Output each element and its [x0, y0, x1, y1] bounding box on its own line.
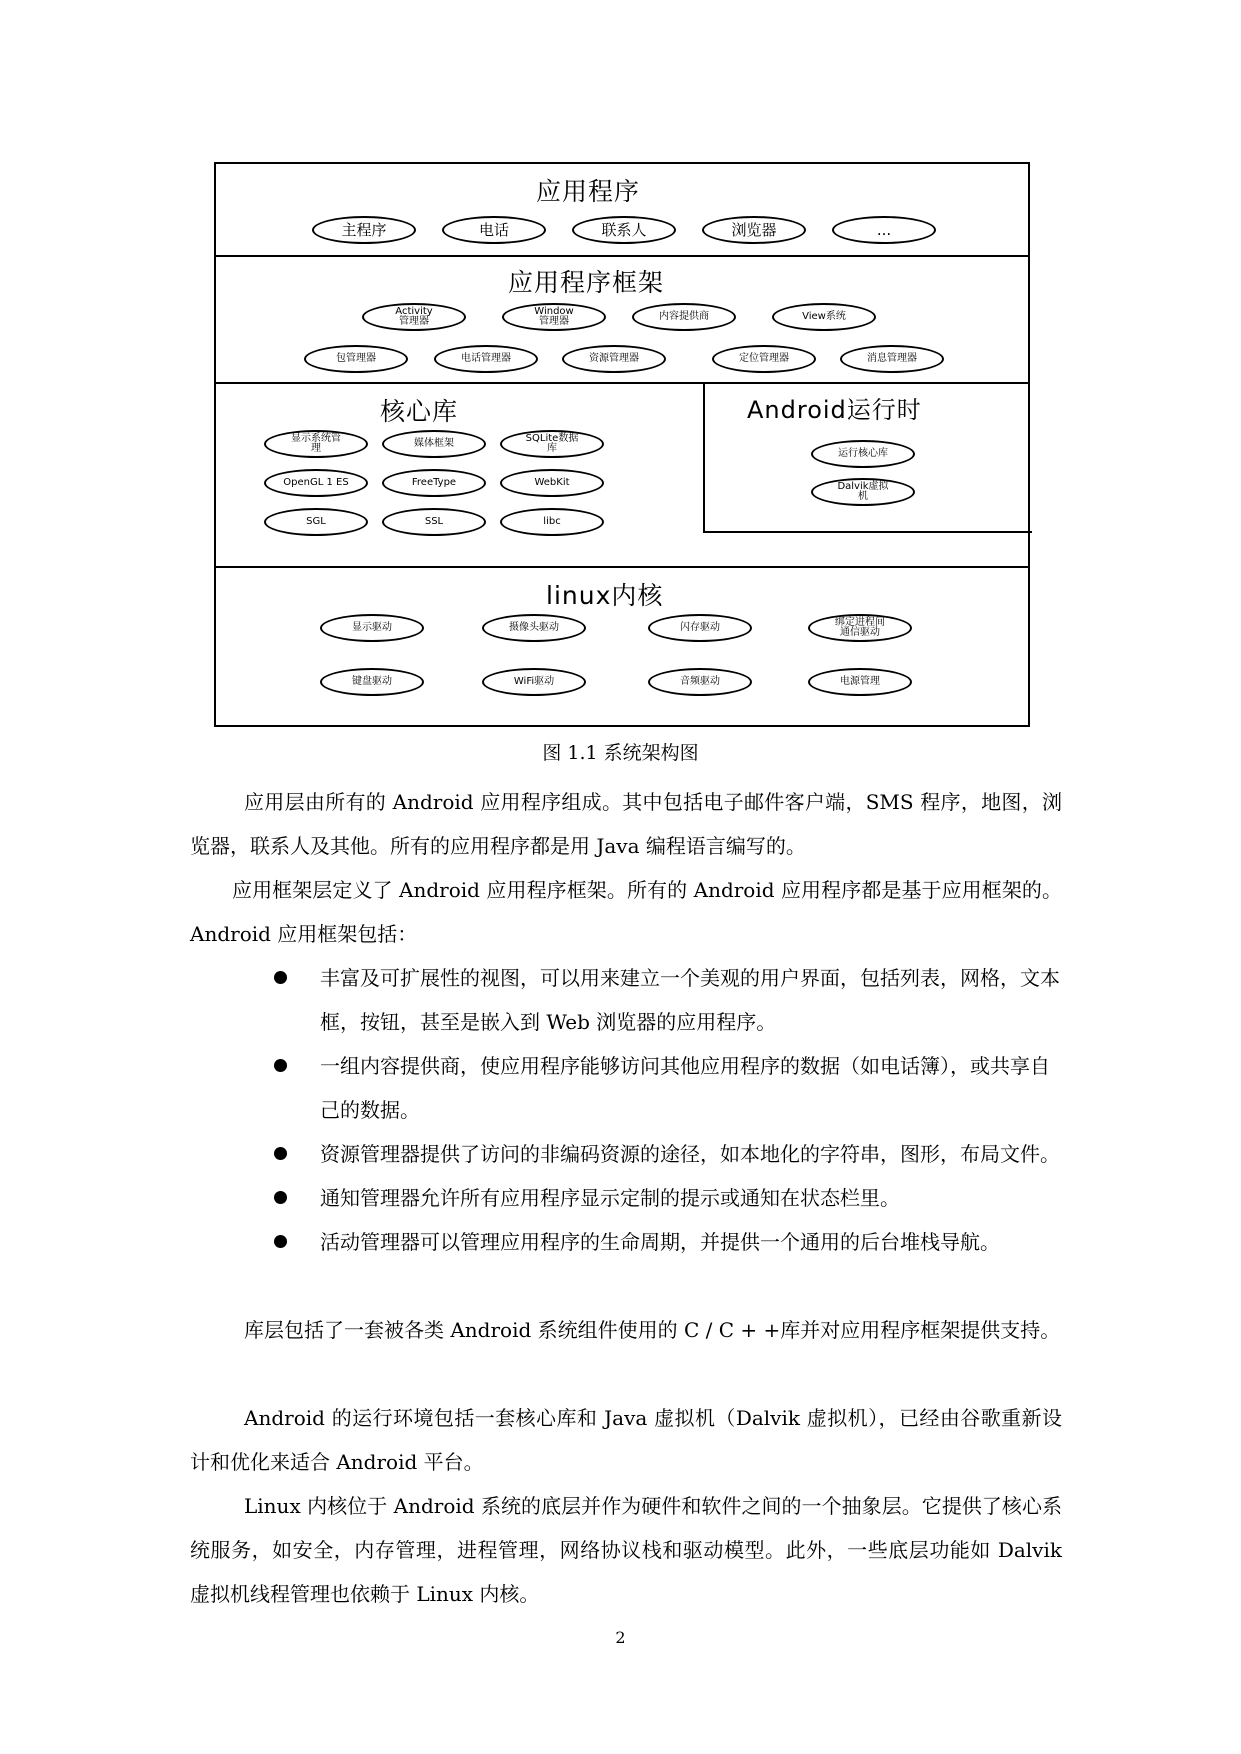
app-item-more: ... — [832, 216, 936, 244]
page-number: 2 — [615, 1628, 626, 1647]
runtime-core-libraries: 运行核心库 — [811, 440, 915, 468]
bullet-icon — [274, 1059, 287, 1072]
lib-opengl: OpenGL 1 ES — [264, 469, 368, 497]
kernel-camera-driver: 摄像头驱动 — [482, 614, 586, 642]
kernel-wifi-driver: WiFi驱动 — [482, 668, 586, 696]
paragraph-framework-layer: 应用框架层定义了 Android 应用程序框架。所有的 Android 应用程序都是基于应用框架的。Android 应用框架包括： — [190, 878, 1062, 946]
fw-notification-manager: 消息管理器 — [840, 345, 944, 373]
kernel-display-driver: 显示驱动 — [320, 614, 424, 642]
fw-view-system: View系统 — [772, 303, 876, 331]
figure-caption: 图 1.1 系统架构图 — [542, 742, 699, 764]
android-runtime-box — [703, 384, 1032, 533]
list-item-text: 一组内容提供商，使应用程序能够访问其他应用程序的数据（如电话簿），或共享自己的数据。 — [320, 1054, 1050, 1122]
app-item-phone: 电话 — [442, 216, 546, 244]
fw-window-manager: Window 管理器 — [502, 303, 606, 331]
fw-location-manager: 定位管理器 — [712, 345, 816, 373]
list-item — [276, 956, 1062, 1044]
fw-activity-manager: Activity 管理器 — [362, 303, 466, 331]
framework-layer-title: 应用程序框架 — [508, 268, 665, 297]
core-libraries-title: 核心库 — [380, 397, 459, 426]
list-item-text: 通知管理器允许所有应用程序显示定制的提示或通知在状态栏里。 — [320, 1186, 900, 1210]
list-item-text: 资源管理器提供了访问的非编码资源的途径，如本地化的字符串，图形，布局文件。 — [320, 1142, 1060, 1166]
bullet-icon — [274, 1147, 287, 1160]
app-item-contacts: 联系人 — [572, 216, 676, 244]
kernel-flash-driver: 闪存驱动 — [648, 614, 752, 642]
paragraph-libraries-layer: 库层包括了一套被各类 Android 系统组件使用的 C / C + +库并对应用程序框架提供支持。 — [244, 1318, 1061, 1342]
application-layer — [216, 164, 1028, 257]
framework-layer — [216, 257, 1028, 384]
list-item-text: 丰富及可扩展性的视图，可以用来建立一个美观的用户界面，包括列表，网格，文本框，按钮，甚至是嵌入到 Web 浏览器的应用程序。 — [320, 966, 1060, 1034]
framework-feature-list — [276, 956, 1062, 1264]
lib-webkit: WebKit — [500, 469, 604, 497]
bullet-icon — [274, 1191, 287, 1204]
paragraph-runtime: Android 的运行环境包括一套核心库和 Java 虚拟机（Dalvik 虚拟机），已经由谷歌重新设计和优化来适合 Android 平台。 — [190, 1406, 1062, 1474]
lib-libc: libc — [500, 508, 604, 536]
fw-resource-manager: 资源管理器 — [562, 345, 666, 373]
list-item — [276, 1176, 1062, 1220]
lib-freetype: FreeType — [382, 469, 486, 497]
lib-sqlite: SQLite数据 库 — [500, 430, 604, 458]
linux-kernel-layer — [216, 568, 1028, 727]
core-libraries-layer — [216, 384, 1028, 568]
fw-package-manager: 包管理器 — [304, 345, 408, 373]
kernel-keypad-driver: 键盘驱动 — [320, 668, 424, 696]
paragraph-linux-kernel: Linux 内核位于 Android 系统的底层并作为硬件和软件之间的一个抽象层。它提供了核心系统服务，如安全，内存管理，进程管理，网络协议栈和驱动模型。此外，一些底层功能如 Dalvik 虚拟机线程管理也依赖于 Linux 内核。 — [190, 1494, 1062, 1606]
list-item — [276, 1132, 1062, 1176]
app-item-browser: 浏览器 — [702, 216, 806, 244]
runtime-dalvik-vm: Dalvik虚拟 机 — [811, 478, 915, 506]
linux-kernel-title: linux内核 — [546, 581, 664, 610]
list-item — [276, 1220, 1062, 1264]
list-item-text: 活动管理器可以管理应用程序的生命周期，并提供一个通用的后台堆栈导航。 — [320, 1230, 1000, 1254]
architecture-diagram — [214, 162, 1030, 727]
list-item — [276, 1044, 1062, 1132]
kernel-audio-driver: 音频驱动 — [648, 668, 752, 696]
lib-media-framework: 媒体框架 — [382, 430, 486, 458]
lib-sgl: SGL — [264, 508, 368, 536]
kernel-power-management: 电源管理 — [808, 668, 912, 696]
fw-telephony-manager: 电话管理器 — [434, 345, 538, 373]
paragraph-application-layer: 应用层由所有的 Android 应用程序组成。其中包括电子邮件客户端，SMS 程序，地图，浏览器，联系人及其他。所有的应用程序都是用 Java 编程语言编写的。 — [190, 790, 1062, 858]
application-layer-title: 应用程序 — [536, 177, 641, 206]
app-item-home: 主程序 — [312, 216, 416, 244]
fw-content-providers: 内容提供商 — [632, 303, 736, 331]
bullet-icon — [274, 971, 287, 984]
bullet-icon — [274, 1235, 287, 1248]
lib-surface-manager: 显示系统管 理 — [264, 430, 368, 458]
android-runtime-title: Android运行时 — [747, 396, 922, 424]
lib-ssl: SSL — [382, 508, 486, 536]
kernel-binder-driver: 绑定进程间 通信驱动 — [808, 614, 912, 642]
